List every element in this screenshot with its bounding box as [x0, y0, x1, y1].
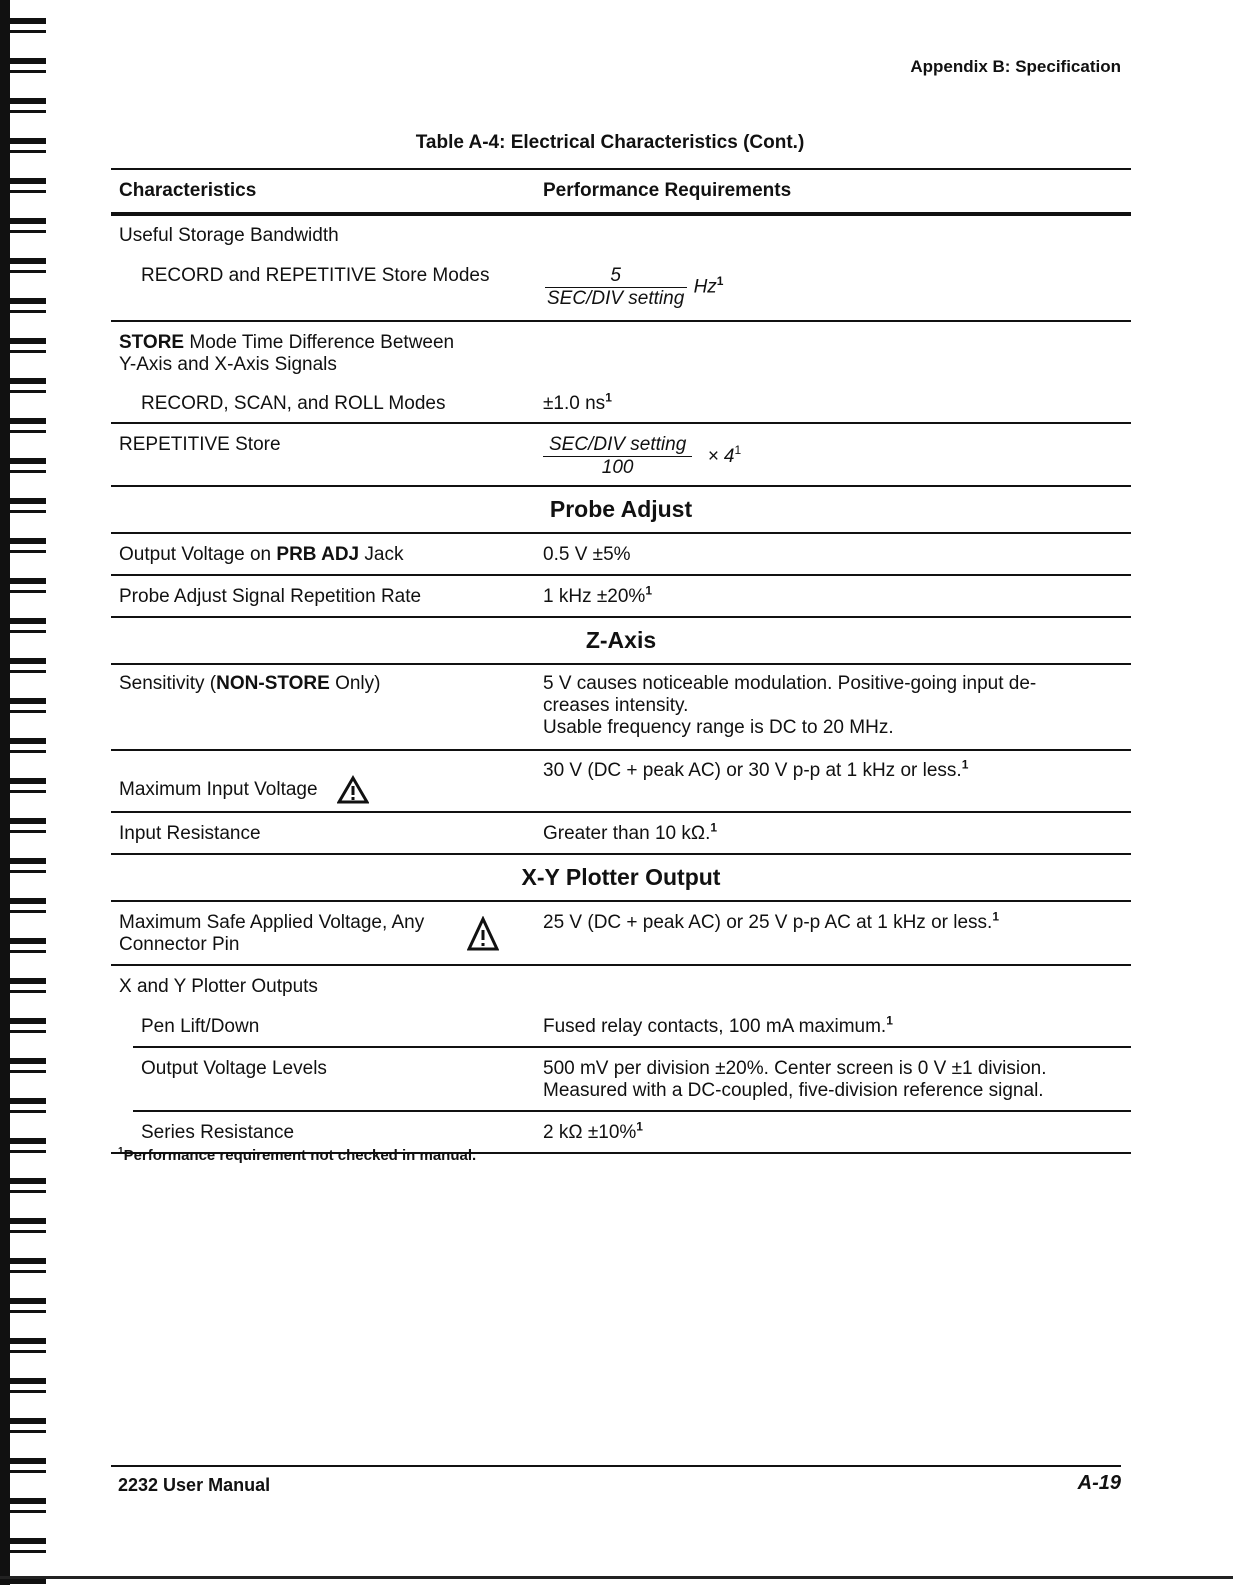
table-row [111, 376, 1131, 422]
bold-term: STORE [119, 332, 185, 353]
unit: Hz [693, 276, 717, 298]
label-text: Mode Time Difference Between [184, 332, 455, 353]
value-text: 25 V (DC + peak AC) or 25 V p-p AC at 1 kHz or less. [543, 912, 993, 933]
footnote-text: Performance requirement not checked in manual. [123, 1147, 477, 1164]
superscript: 1 [961, 757, 969, 772]
row-value [543, 1058, 1131, 1102]
warning-triangle-icon [337, 775, 369, 805]
binding-edge [0, 0, 46, 1585]
row-label [111, 673, 543, 739]
fraction-denominator: SEC/DIV setting [547, 288, 685, 309]
value-text: Greater than 10 kΩ. [543, 823, 711, 844]
row-label: Probe Adjust Signal Repetition Rate [119, 586, 422, 607]
row-value [543, 265, 1131, 310]
superscript: 1 [734, 443, 742, 458]
row-value [543, 820, 1131, 845]
fraction [543, 265, 688, 310]
label-text: Sensitivity ( [119, 673, 217, 694]
table-row [111, 576, 1131, 616]
row-value [543, 673, 1131, 739]
row-label [111, 544, 543, 566]
row-value [543, 1119, 1131, 1144]
bold-term: NON-STORE [216, 673, 330, 694]
col1-header: Characteristics [119, 180, 257, 201]
superscript: 1 [636, 1119, 643, 1134]
value-text: 2 kΩ ±10% [543, 1122, 637, 1143]
footnote [118, 1146, 476, 1164]
fraction-numerator: 5 [545, 265, 687, 288]
table-row [111, 247, 1131, 320]
page-number: A-19 [1077, 1472, 1121, 1494]
row-label: Pen Lift/Down [141, 1016, 260, 1037]
value-line: 500 mV per division ±20%. Center screen is 0 V ±1 division. [543, 1058, 1047, 1079]
row-label: Series Resistance [141, 1122, 295, 1143]
value-line: Usable frequency range is DC to 20 MHz. [543, 717, 894, 738]
fraction [543, 434, 692, 479]
value-line: creases intensity. [543, 695, 689, 716]
label-text: Jack [359, 544, 404, 565]
label-text: Maximum Safe Applied Voltage, Any [119, 912, 425, 933]
value-text: Fused relay contacts, 100 mA maximum. [543, 1016, 887, 1037]
row-label: RECORD and REPETITIVE Store Modes [141, 265, 490, 286]
table-row [111, 902, 1131, 964]
table-row [111, 216, 1131, 247]
label-text: Output Voltage on [119, 544, 277, 565]
bold-term: PRB ADJ [276, 544, 360, 565]
section-xy-plotter: X-Y Plotter Output [521, 864, 721, 890]
row-label: Useful Storage Bandwidth [119, 225, 339, 246]
row-label [111, 912, 543, 956]
multiplier: × 4 [707, 445, 735, 467]
table-row [111, 424, 1131, 485]
table-header-row [111, 170, 1131, 212]
row-label: RECORD, SCAN, and ROLL Modes [141, 393, 446, 414]
superscript: 1 [605, 390, 612, 405]
value-line: Measured with a DC-coupled, five-division reference signal. [543, 1080, 1044, 1101]
value-line: 5 V causes noticeable modulation. Positive-going input de- [543, 673, 1037, 694]
row-value: 0.5 V ±5% [543, 544, 631, 565]
row-label: X and Y Plotter Outputs [119, 976, 318, 997]
label-text: Only) [329, 673, 381, 694]
table-row [111, 813, 1131, 853]
row-value [543, 434, 1131, 479]
section-probe-adjust: Probe Adjust [549, 496, 693, 522]
label-text: Connector Pin [119, 934, 240, 955]
table-row [111, 534, 1131, 574]
row-value [543, 583, 1131, 608]
section-z-axis: Z-Axis [585, 627, 657, 653]
row-label: Input Resistance [119, 823, 261, 844]
page-edge-line [0, 1576, 1233, 1579]
superscript: 1 [645, 583, 652, 598]
row-value [543, 1013, 1131, 1038]
row-label: REPETITIVE Store [119, 434, 281, 455]
footnote-marker: 1 [118, 1146, 124, 1157]
row-label: Output Voltage Levels [141, 1058, 327, 1079]
row-value [543, 909, 1131, 956]
table-row [111, 966, 1131, 998]
table-row [111, 1048, 1131, 1110]
row-label [111, 332, 543, 376]
value-text: ±1.0 ns [543, 393, 606, 414]
label-text: Maximum Input Voltage [119, 779, 318, 801]
table-row [111, 665, 1131, 749]
page-header: Appendix B: Specification [910, 57, 1121, 76]
table-row [111, 322, 1131, 376]
fraction-numerator: SEC/DIV setting [543, 434, 692, 457]
fraction-denominator: 100 [601, 457, 634, 478]
superscript: 1 [710, 820, 718, 835]
value-text: 30 V (DC + peak AC) or 30 V p-p at 1 kHz or less. [543, 760, 962, 781]
table-title: Table A-4: Electrical Characteristics (Cont.) [415, 132, 805, 153]
footer-rule [111, 1465, 1121, 1467]
col2-header: Performance Requirements [543, 180, 792, 201]
label-text: Y-Axis and X-Axis Signals [119, 354, 337, 375]
superscript: 1 [992, 909, 1000, 924]
row-value [543, 390, 1131, 415]
superscript: 1 [716, 274, 724, 289]
row-value [543, 757, 1131, 805]
table-row [111, 998, 1131, 1046]
footer-manual-title: 2232 User Manual [118, 1475, 271, 1495]
table-row [111, 751, 1131, 811]
row-label [111, 757, 543, 805]
superscript: 1 [886, 1013, 893, 1028]
value-text: 1 kHz ±20% [543, 586, 646, 607]
spec-table [111, 168, 1131, 1154]
warning-triangle-icon [467, 916, 499, 952]
